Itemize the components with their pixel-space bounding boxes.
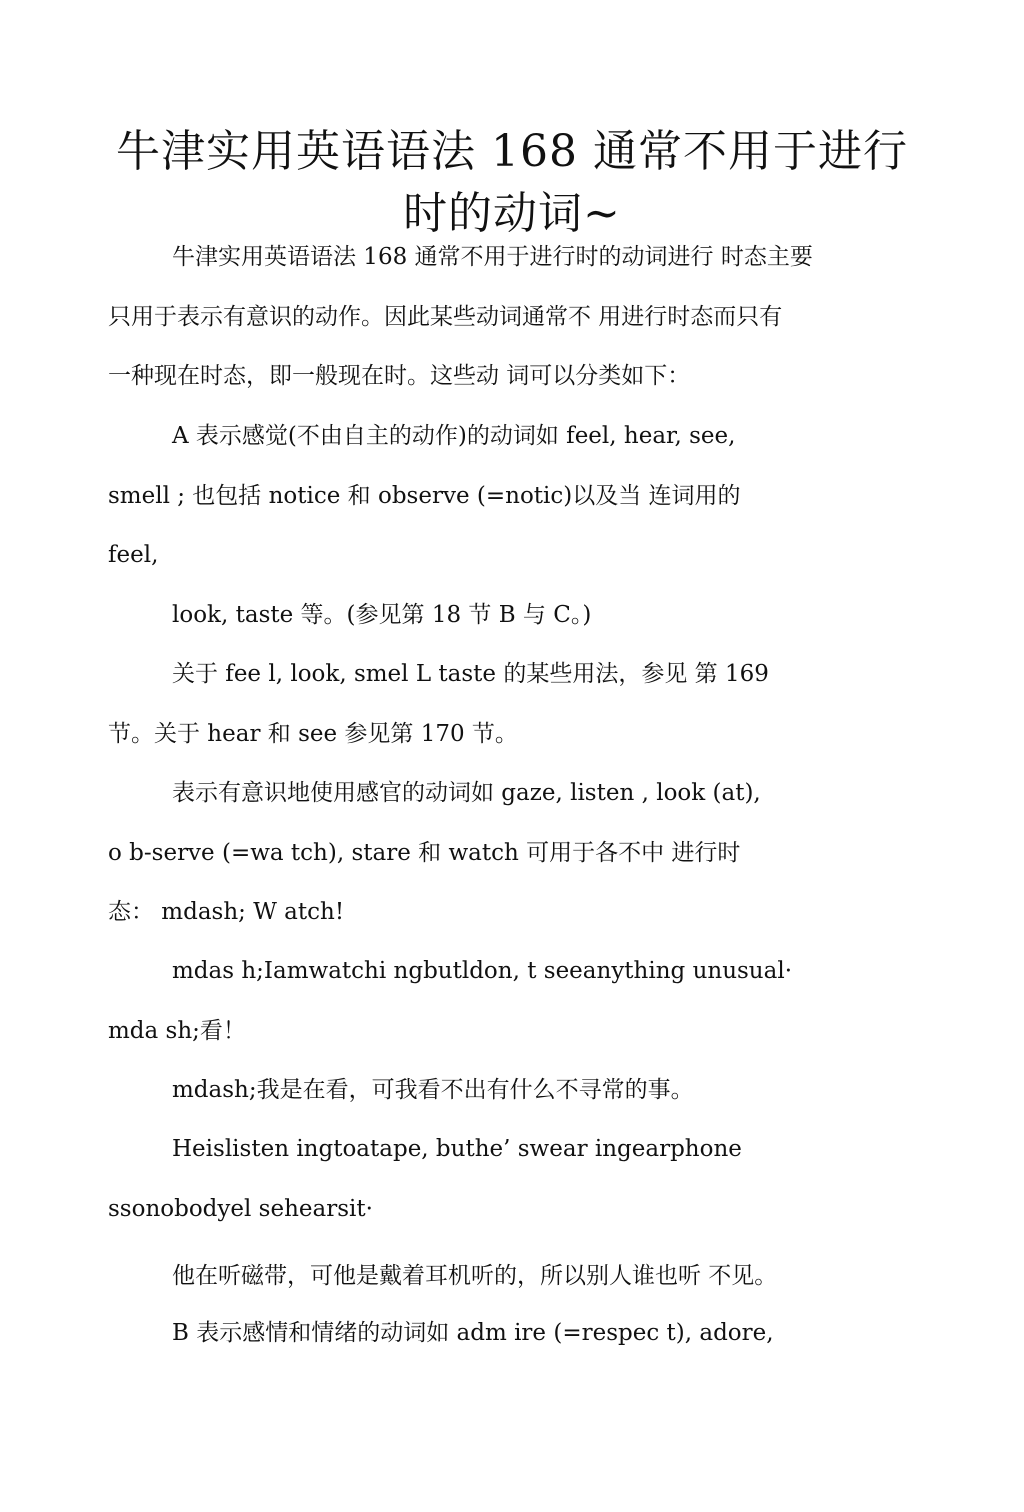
paragraph-line: mda sh;看！ (108, 1018, 246, 1044)
paragraph-line: 表示有意识地使用感官的动词如 gaze, listen , look (at), (172, 780, 761, 806)
paragraph-line: mdash;我是在看，可我看不出有什么不寻常的事。 (172, 1077, 694, 1103)
paragraph-line: B 表示感情和情绪的动词如 adm ire (=respec t), adore, (172, 1320, 774, 1346)
paragraph-line: o b-serve (=wa tch), stare 和 watch 可用于各不中 进行时 (108, 840, 741, 866)
title-line-2: 时的动词~ (403, 188, 621, 240)
paragraph-line: 节。关于 hear 和 see 参见第 170 节。 (108, 721, 518, 747)
paragraph-line: 关于 fee l, look, smel L taste 的某些用法，参见 第 169 (172, 661, 769, 687)
paragraph-line: Heislisten ingtoatape, buthe’ swear ingearphone (172, 1136, 742, 1162)
paragraph-line: look, taste 等。(参见第 18 节 B 与 C。) (172, 602, 592, 628)
paragraph-line: 他在听磁带，可他是戴着耳机听的，所以别人谁也听 不见。 (172, 1263, 778, 1289)
paragraph-line: 只用于表示有意识的动作。因此某些动词通常不 用进行时态而只有 (108, 304, 783, 330)
paragraph-line: mdas h;Iamwatchi ngbutldon, t seeanything unusual· (172, 958, 793, 984)
paragraph-line: feel, (108, 542, 159, 568)
title-line-1: 牛津实用英语语法 168 通常不用于进行 (116, 126, 908, 178)
paragraph-line: 牛津实用英语语法 168 通常不用于进行时的动词进行 时态主要 (172, 244, 813, 270)
paragraph-line: 一种现在时态，即一般现在时。这些动 词可以分类如下： (108, 363, 691, 389)
paragraph-line: 态： mdash; W atch! (108, 899, 345, 925)
paragraph-line: ssonobodyel sehearsit· (108, 1196, 373, 1222)
paragraph-line: smell ; 也包括 notice 和 observe (=notic)以及当 连词用的 (108, 483, 741, 509)
document-title (60, 121, 964, 245)
paragraph-line: A 表示感觉(不由自主的动作)的动词如 feel, hear, see, (172, 423, 736, 449)
